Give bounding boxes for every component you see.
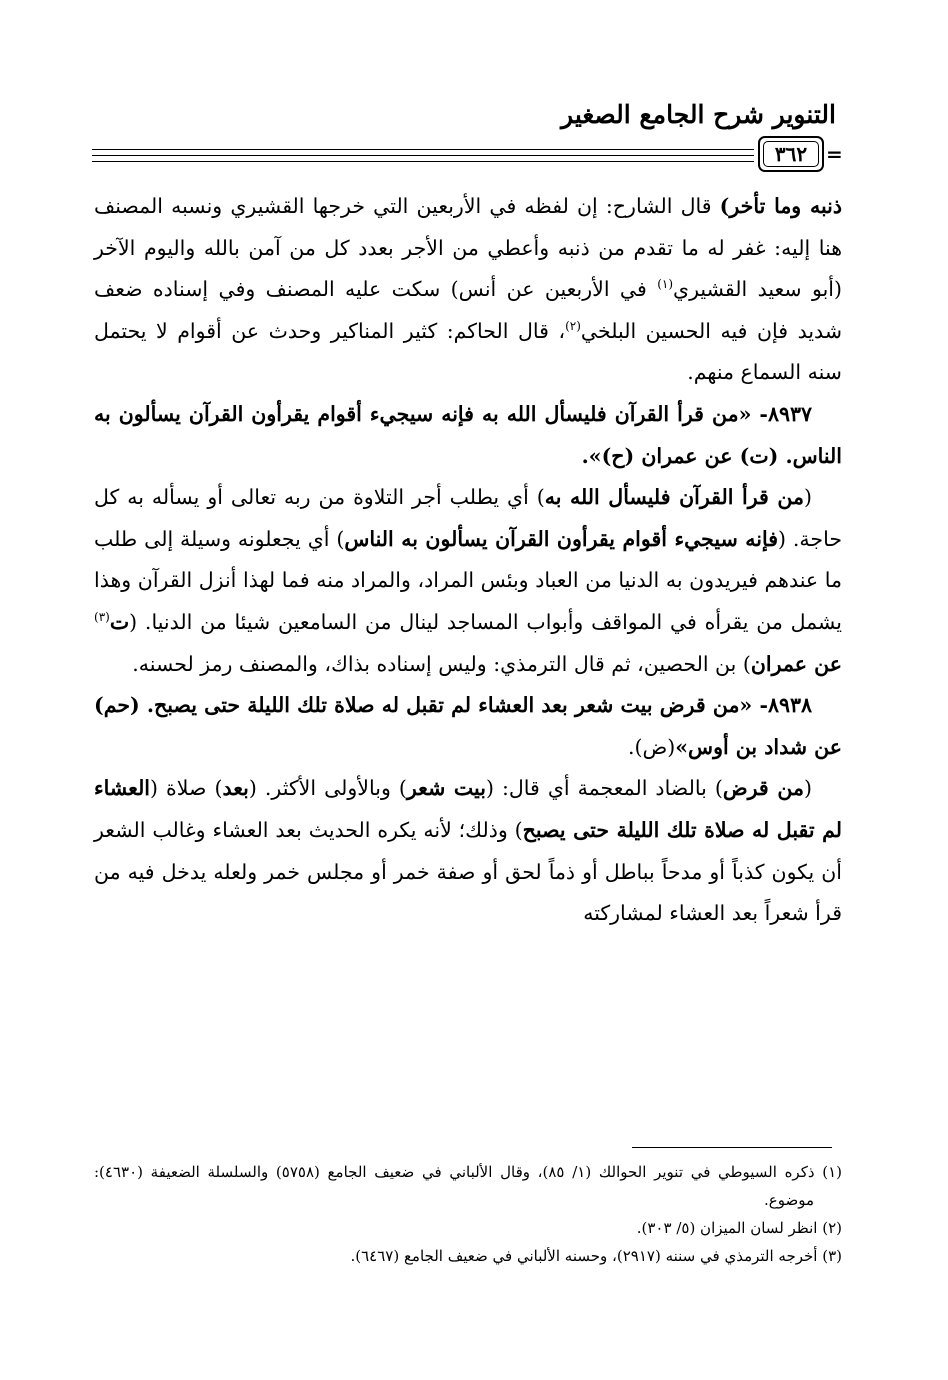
footnote-3: (٣) أخرجه الترمذي في سننه (٢٩١٧)، وحسنه الألباني في ضعيف الجامع (٦٤٦٧).: [350, 1247, 842, 1265]
bold-phrase: بعد: [222, 776, 249, 801]
bold-phrase: فإنه سيجيء أقوام يقرأون القرآن يسألون به الناس: [344, 526, 779, 551]
footnote-1: (١) ذكره السيوطي في تنوير الحوالك (١/ ٨٥)، وقال الألباني في ضعيف الجامع (٥٧٥٨) والسلسلة الضعيفة (٤٦٣٠): موضوع.: [94, 1163, 842, 1209]
text-span: ، قال الحاكم: كثير المناكير وحدث عن أقوام لا يحتمل سنه السماع منهم.: [94, 318, 842, 385]
header-rule: [92, 149, 754, 150]
main-text: [94, 186, 842, 935]
header-tail-mark: =: [826, 142, 843, 166]
text-span: (: [803, 776, 812, 801]
footnote-ref: (٢): [565, 318, 581, 333]
text-span: (: [804, 485, 812, 510]
paragraph-commentary-3: [94, 768, 842, 934]
footnote-separator: [632, 1147, 832, 1148]
text-span: ) وذلك؛ لأنه يكره الحديث بعد العشاء وغالب الشعر أن يكون كذباً أو مدحاً بباطل أو ذماً لحق أو صفة خمر أو مجلس خمر ولعله يدخل فيه من قرأ شعراً بعد العشاء لمشاركته: [94, 817, 842, 926]
text-span: ) بالضاد المعجمة أي قال: (: [485, 776, 723, 801]
hadith-text: «من قرض بيت شعر بعد العشاء لم تقبل له صلاة تلك الليلة حتى يصبح. (حم) عن شداد بن أوس»: [94, 693, 842, 759]
text-span: ) وبالأولى الأكثر. (: [248, 776, 407, 801]
hadith-number: ٨٩٣٧-: [751, 401, 812, 426]
footnote-2: (٢) انظر لسان الميزان (٥/ ٣٠٣).: [636, 1219, 842, 1237]
page-number-frame: [758, 136, 824, 172]
footnote-ref: (٣): [94, 610, 110, 625]
text-span: في الأربعين عن أنس) سكت عليه المصنف وفي إسناده ضعف شديد فإن فيه الحسين البلخي: [94, 277, 842, 343]
footnote-ref: (١): [657, 277, 674, 292]
bold-phrase: بيت شعر: [406, 776, 486, 801]
running-title: التنوير شرح الجامع الصغير: [561, 100, 836, 129]
hadith-8938: [94, 685, 842, 768]
bold-phrase: ت: [109, 609, 130, 634]
bold-phrase: ذنبه وما تأخر): [719, 194, 842, 218]
hadith-8937: [94, 394, 842, 477]
paragraph-commentary-2: [94, 477, 842, 685]
header-rule: [92, 161, 754, 162]
text-span: قال الشارح: إن لفظه في الأربعين التي خرجها القشيري ونسبه المصنف هنا إليه: غفر له ما تقدم من ذنبه وأعطي من الأجر بعدد كل من آمن بالله واليوم الآخر (أبو سعيد القشيري: [94, 194, 842, 302]
grade-mark: (ض).: [627, 734, 676, 759]
page-number: ٣٦٢: [763, 141, 819, 167]
text-span: ) صلاة (: [150, 776, 223, 801]
header-rule: [92, 155, 754, 156]
text-span: ) أي يجعلونه وسيلة إلى طلب ما عندهم فيريدون به الدنيا من العباد وبئس المراد، والمراد منه فما لهذا أنزل القرآن وهذا يشمل من يقرأه في المواقف وأبواب المساجد لينال من السامعين شيئا من الدنيا. (: [94, 526, 842, 634]
footnotes: [94, 1158, 842, 1270]
hadith-number: ٨٩٣٨-: [752, 693, 813, 718]
hadith-text: «من قرأ القرآن فليسأل الله به فإنه سيجيء أقوام يقرأون القرآن يسألون به الناس. (ت) عن عمران (ح)».: [94, 401, 842, 468]
bold-phrase: عن عمران: [750, 651, 842, 676]
text-span: ) بن الحصين، ثم قال الترمذي: وليس إسناده بذاك، والمصنف رمز لحسنه.: [132, 651, 751, 676]
bold-phrase: من قرأ القرآن فليسأل الله به: [544, 485, 804, 510]
text-span: ) أي يطلب أجر التلاوة من ربه تعالى أو يسأله به كل حاجة. (: [94, 485, 842, 551]
paragraph-commentary-1: [94, 186, 842, 394]
bold-phrase: من قرض: [722, 776, 804, 801]
bold-phrase: العشاء لم تقبل له صلاة تلك الليلة حتى يصبح: [94, 776, 843, 842]
